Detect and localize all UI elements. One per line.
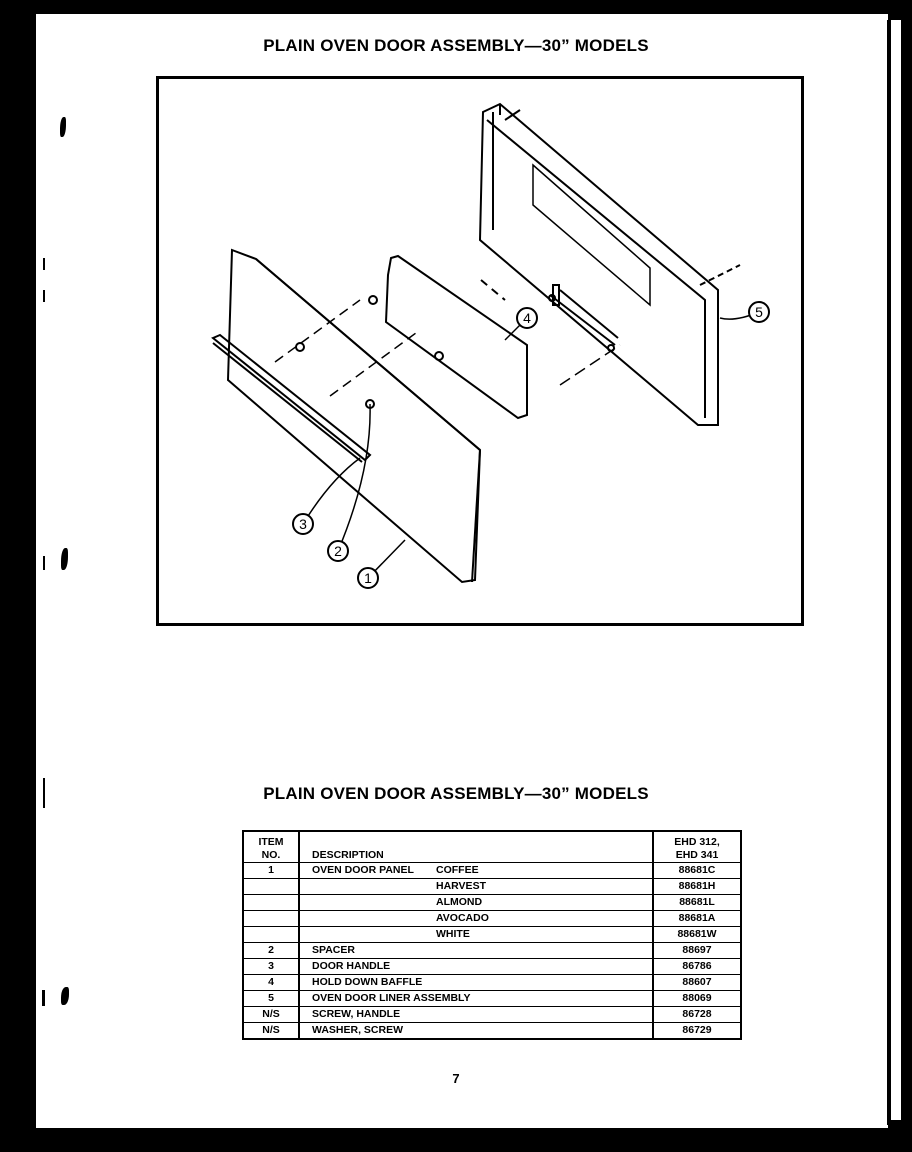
item-no	[243, 879, 299, 895]
table-row	[243, 991, 741, 1007]
scan-mark	[42, 990, 45, 1006]
baffle-outline	[386, 256, 527, 418]
item-no: 4	[243, 975, 299, 991]
header-description: DESCRIPTION	[299, 831, 653, 863]
description	[299, 911, 653, 927]
table-row	[243, 1023, 741, 1040]
description: WASHER, SCREW	[299, 1023, 653, 1040]
table-row	[243, 975, 741, 991]
description: DOOR HANDLE	[299, 959, 653, 975]
color-variant: COFFEE	[436, 864, 479, 876]
part-number: 88681W	[653, 927, 741, 943]
item-no: 3	[243, 959, 299, 975]
callout-2: 2	[334, 543, 342, 559]
part-number: 86786	[653, 959, 741, 975]
description: OVEN DOOR PANEL COFFEE	[299, 863, 653, 879]
description	[299, 879, 653, 895]
scan-mark	[43, 556, 45, 570]
description	[299, 895, 653, 911]
item-no	[243, 927, 299, 943]
item-no: 2	[243, 943, 299, 959]
item-no: N/S	[243, 1023, 299, 1040]
part-number: 86728	[653, 1007, 741, 1023]
item-no: 5	[243, 991, 299, 1007]
description	[299, 927, 653, 943]
oven-door-exploded-view	[156, 76, 804, 626]
table-header-row	[243, 831, 741, 863]
part-number: 88681A	[653, 911, 741, 927]
callout-4: 4	[523, 310, 531, 326]
door-panel-outline	[228, 250, 480, 582]
page-edge-strip	[891, 20, 901, 1120]
table-row	[243, 879, 741, 895]
part-number: 86729	[653, 1023, 741, 1040]
callout-1: 1	[364, 570, 372, 586]
table-row	[243, 943, 741, 959]
part-number: 88681C	[653, 863, 741, 879]
header-models: EHD 312, EHD 341	[653, 831, 741, 863]
part-number: 88697	[653, 943, 741, 959]
part-number: 88681L	[653, 895, 741, 911]
description: OVEN DOOR LINER ASSEMBLY	[299, 991, 653, 1007]
scan-mark	[43, 290, 45, 302]
table-row	[243, 895, 741, 911]
color-variant: WHITE	[436, 928, 470, 940]
description: HOLD DOWN BAFFLE	[299, 975, 653, 991]
callout-5: 5	[755, 304, 763, 320]
color-variant: AVOCADO	[436, 912, 489, 924]
callout-3: 3	[299, 516, 307, 532]
liner-assembly-outline	[480, 104, 718, 425]
item-no	[243, 911, 299, 927]
color-variant: HARVEST	[436, 880, 486, 892]
color-variant: ALMOND	[436, 896, 483, 908]
part-number: 88681H	[653, 879, 741, 895]
part-number: 88607	[653, 975, 741, 991]
door-handle-outline	[213, 335, 370, 460]
scan-mark	[43, 258, 45, 270]
exploded-diagram	[156, 76, 804, 626]
page-title: PLAIN OVEN DOOR ASSEMBLY—30” MODELS	[263, 36, 649, 55]
item-no: 1	[243, 863, 299, 879]
page-fold-line	[887, 20, 889, 1125]
table-row	[243, 959, 741, 975]
table-row	[243, 927, 741, 943]
description: SPACER	[299, 943, 653, 959]
header-item-no: ITEM NO.	[243, 831, 299, 863]
table-row	[243, 911, 741, 927]
item-no	[243, 895, 299, 911]
table-title: PLAIN OVEN DOOR ASSEMBLY—30” MODELS	[263, 784, 649, 803]
table-row	[243, 863, 741, 879]
page-number: 7	[452, 1071, 460, 1086]
table-row	[243, 1007, 741, 1023]
parts-table	[242, 830, 742, 1040]
item-no: N/S	[243, 1007, 299, 1023]
part-number: 88069	[653, 991, 741, 1007]
description: SCREW, HANDLE	[299, 1007, 653, 1023]
